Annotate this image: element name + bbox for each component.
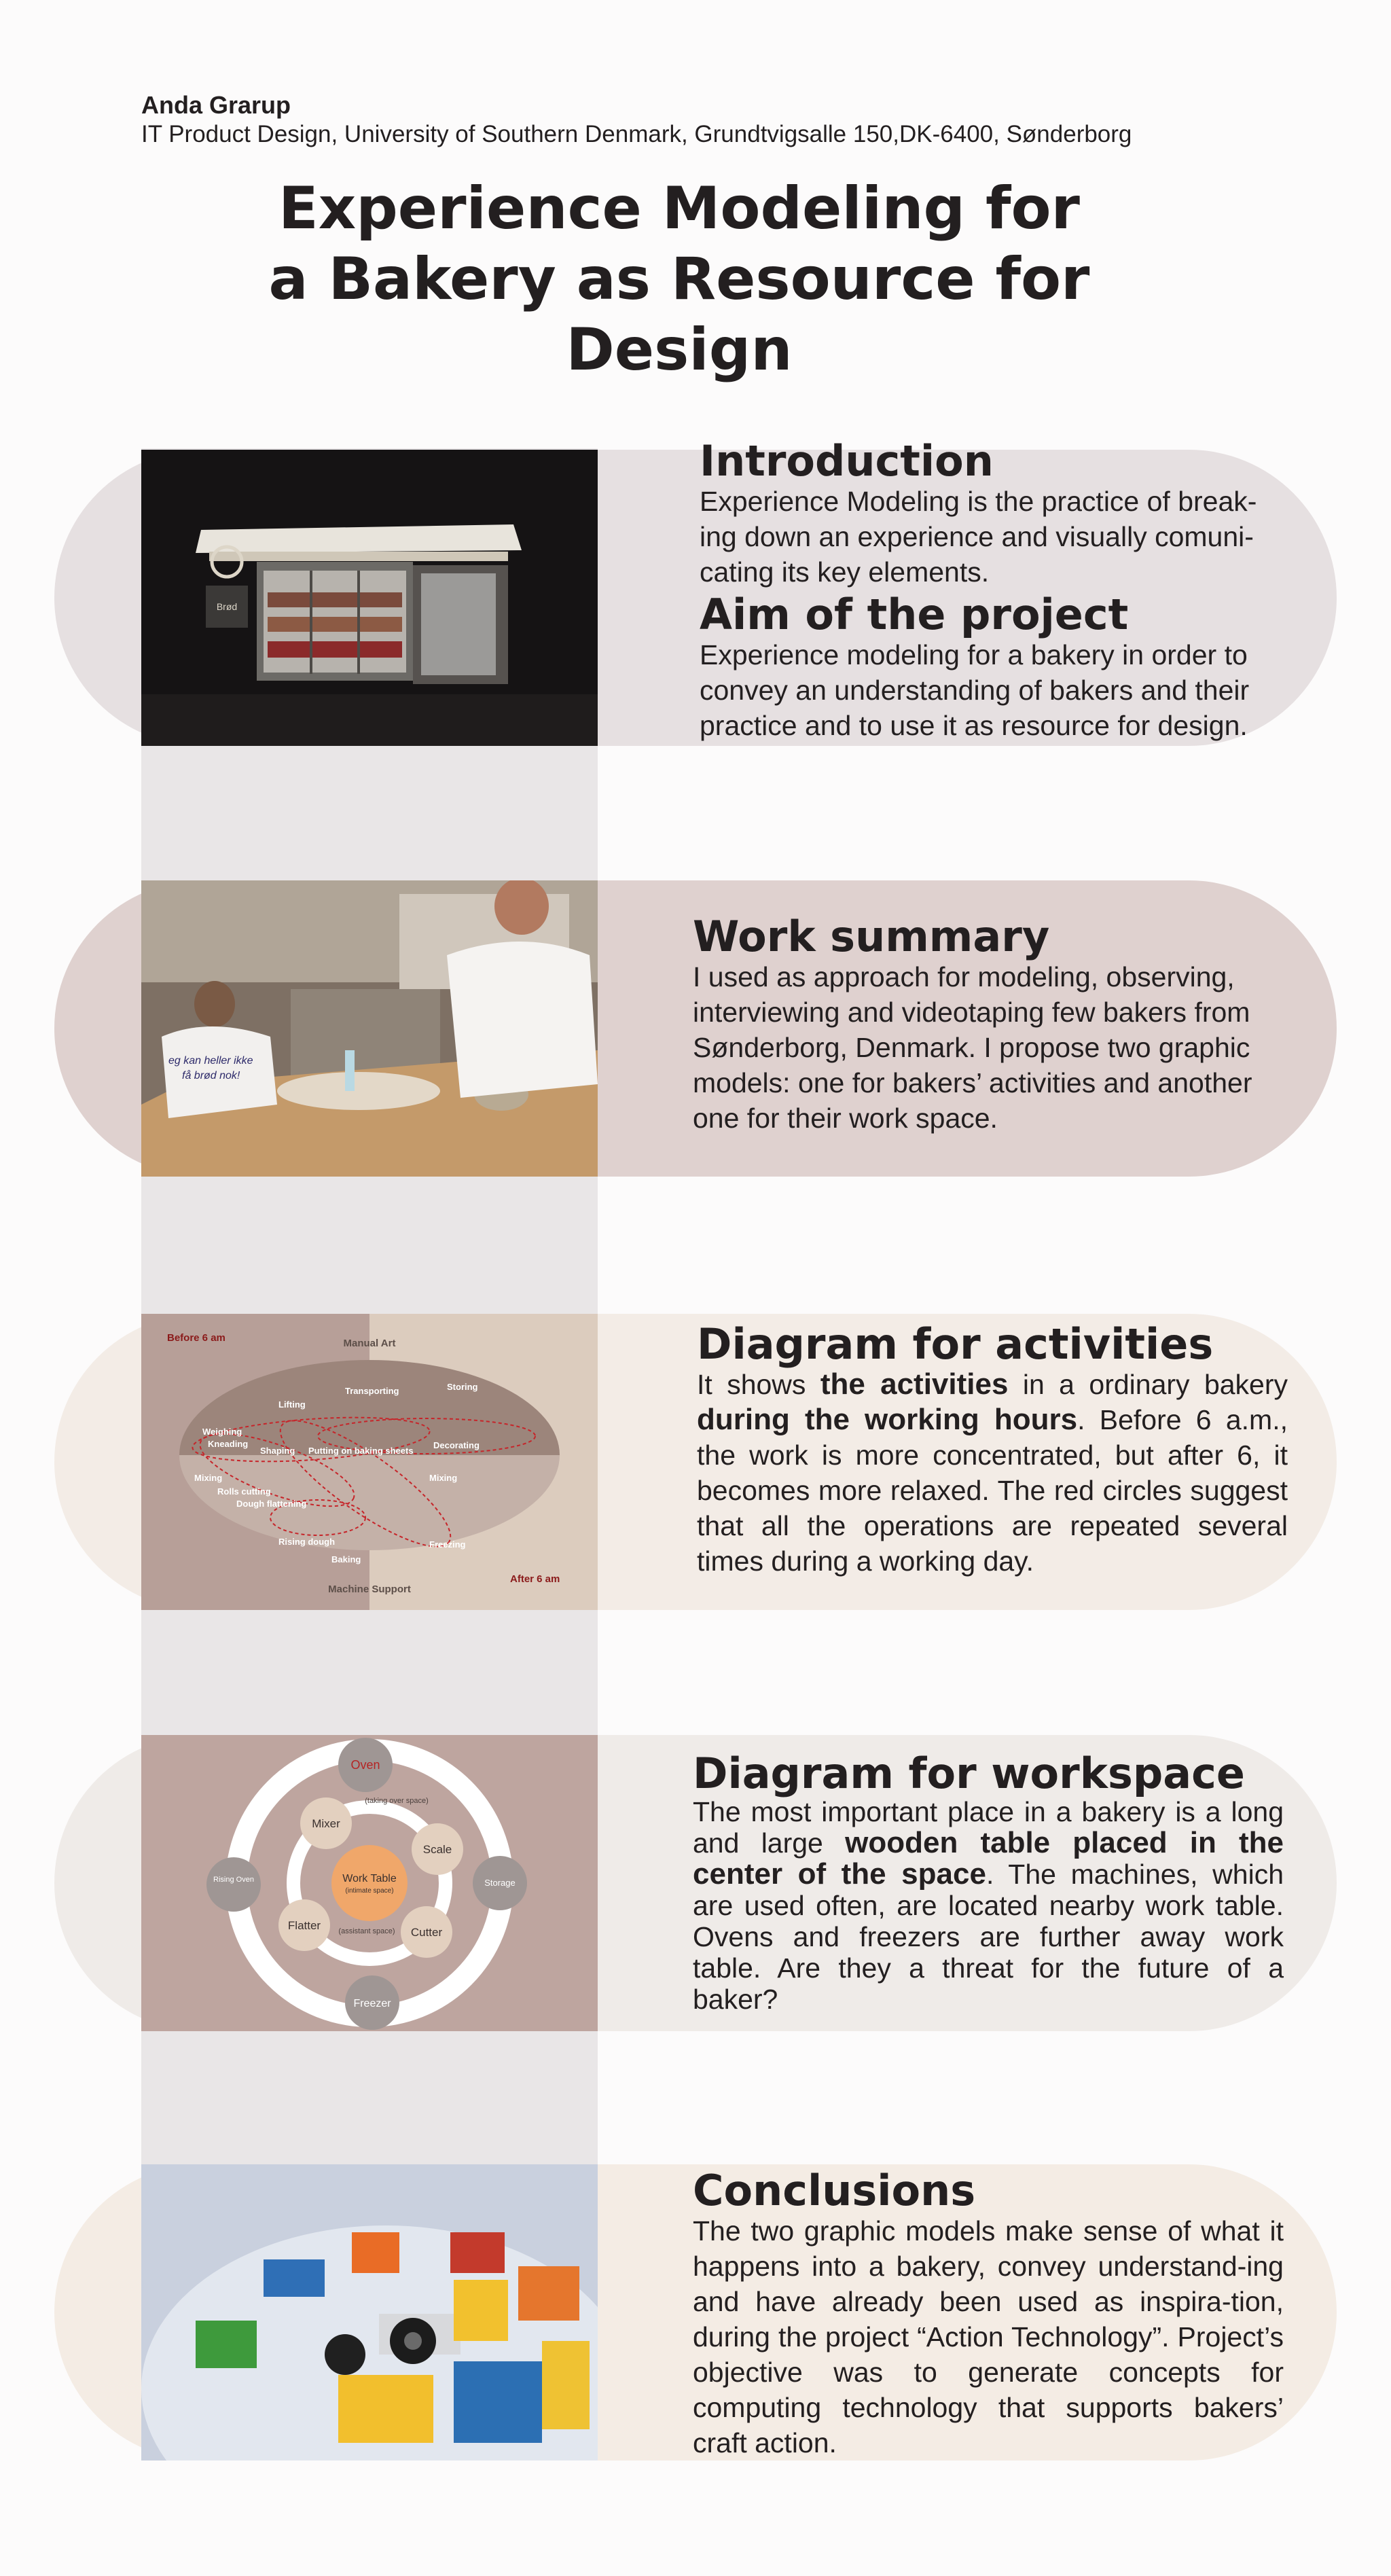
shop-sign-text: Brød xyxy=(216,601,238,612)
activity-label: Transporting xyxy=(345,1386,399,1396)
intimate-space-label: (intimate space) xyxy=(345,1887,394,1895)
before-6am-label: Before 6 am xyxy=(167,1332,225,1344)
activity-label: Mixing xyxy=(194,1473,223,1483)
machine-support-label: Machine Support xyxy=(328,1584,411,1595)
activity-label: Putting on baking sheets xyxy=(308,1446,414,1456)
aim-heading: Aim of the project xyxy=(700,590,1129,639)
oven-label: Oven xyxy=(350,1758,380,1772)
bakers-working-photo xyxy=(141,880,598,1177)
cutter-label: Cutter xyxy=(410,1926,443,1939)
rising-oven-label: Rising Oven xyxy=(213,1876,254,1884)
lego-model-photo xyxy=(141,2164,598,2461)
scale-label: Scale xyxy=(422,1843,452,1856)
workspace-heading: Diagram for workspace xyxy=(693,1749,1245,1798)
mixer-label: Mixer xyxy=(312,1817,340,1830)
activity-label: Shaping xyxy=(260,1446,295,1456)
activity-label: Weighing xyxy=(202,1427,242,1437)
author-name: Anda Grarup xyxy=(141,91,291,119)
work-summary-section xyxy=(693,914,1284,1136)
activity-label: Dough flattening xyxy=(236,1499,307,1509)
work-summary-heading: Work summary xyxy=(693,912,1050,961)
activities-section xyxy=(697,1319,1288,1579)
manual-art-label: Manual Art xyxy=(343,1338,396,1349)
activities-diagram xyxy=(141,1314,598,1610)
activities-heading: Diagram for activities xyxy=(697,1319,1214,1369)
shirt-text-line2: få brød nok! xyxy=(182,1070,240,1081)
activity-label: Decorating xyxy=(433,1440,480,1450)
activity-label: Baking xyxy=(331,1554,361,1564)
activity-label: Freezing xyxy=(429,1539,466,1550)
activity-label: Rolls cutting xyxy=(217,1486,271,1497)
conclusions-section xyxy=(693,2168,1284,2461)
storage-label: Storage xyxy=(484,1878,516,1888)
conclusions-heading: Conclusions xyxy=(693,2166,976,2215)
affiliation: IT Product Design, University of Southern Denmark, Grundtvigsalle 150,DK-6400, Sønderborg xyxy=(141,121,1132,147)
activity-label: Mixing xyxy=(429,1473,458,1483)
bakery-shop-photo xyxy=(141,450,598,746)
assistant-space-label: (assistant space) xyxy=(338,1927,395,1935)
activity-label: Storing xyxy=(447,1382,478,1392)
activity-label: Lifting xyxy=(278,1399,306,1410)
freezer-label: Freezer xyxy=(353,1998,391,2009)
work-summary-text: I used as approach for modeling, observing, interviewing and videotaping few bakers from Sønderborg, Denmark. I propose two graphic models: one for bakers’ activities and another one for their work space. xyxy=(693,961,1252,1134)
flatter-label: Flatter xyxy=(287,1919,321,1932)
activity-label: Rising dough xyxy=(278,1537,336,1547)
work-table-label: Work Table xyxy=(342,1873,397,1884)
conclusions-text: The two graphic models make sense of what it happens into a bakery, convey understand-ing and have already been used as inspira-tion, during the project “Action Technology”. Project’s objective was to generate concepts for computing technology that supports bakers’ craft action. xyxy=(693,2215,1284,2458)
taking-over-space-label: (taking over space) xyxy=(365,1797,429,1805)
workspace-text: The most important place in a bakery is a long and large wooden table placed in the center of the space. The machines, which are used often, are located nearby work table. Ovens and freezers are further away work table. Are they a threat for the future of a baker? xyxy=(693,1796,1284,2015)
workspace-diagram xyxy=(141,1735,598,2031)
after-6am-label: After 6 am xyxy=(510,1573,560,1585)
shirt-text-line1: eg kan heller ikke xyxy=(168,1055,253,1067)
introduction-text: Experience Modeling is the practice of break-ing down an experience and visually comuni-cating its key elements. xyxy=(700,486,1257,588)
activity-label: Kneading xyxy=(208,1439,249,1449)
introduction-section xyxy=(700,436,1290,743)
aim-text: Experience modeling for a bakery in order to convey an understanding of bakers and their practice and to use it as resource for design. xyxy=(700,639,1250,741)
introduction-heading: Introduction xyxy=(700,436,994,486)
workspace-section xyxy=(693,1751,1284,2015)
poster-title: Experience Modeling for a Bakery as Resource for Design xyxy=(268,175,1090,384)
activities-text: It shows the activities in a ordinary bakery during the working hours. Before 6 a.m., the work is more concentrated, but after 6, it becomes more relaxed. The red circles suggest that all the operations are repeated several times during a working day. xyxy=(697,1367,1288,1577)
